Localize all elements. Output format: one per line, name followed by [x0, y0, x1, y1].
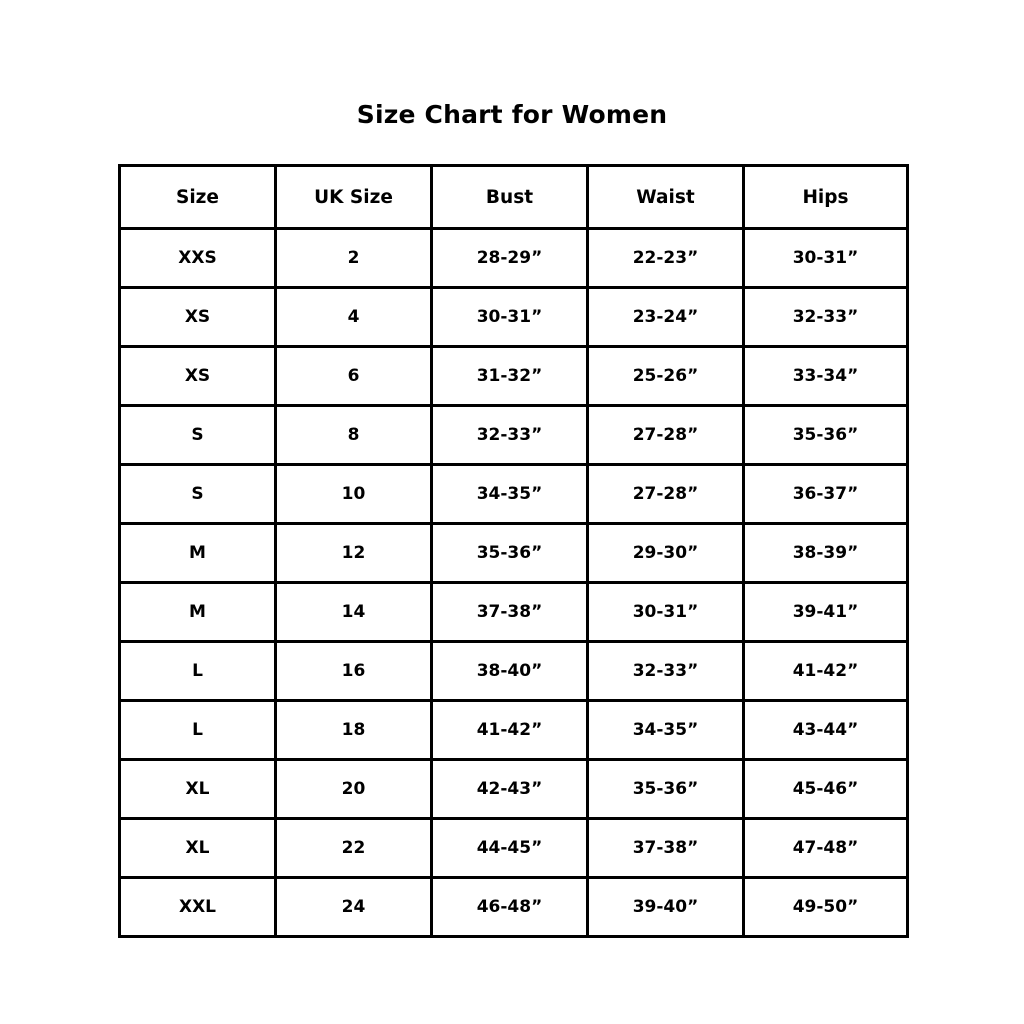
- table-header: [120, 166, 908, 229]
- column-header-uk-size: UK Size: [276, 166, 432, 229]
- column-header-size: Size: [120, 166, 276, 229]
- cell-hips: 35-36”: [744, 406, 908, 465]
- cell-hips: 47-48”: [744, 819, 908, 878]
- cell-uk-size: 10: [276, 465, 432, 524]
- cell-waist: 22-23”: [588, 229, 744, 288]
- table-row: [120, 642, 908, 701]
- table-body: [120, 229, 908, 937]
- cell-size: XXS: [120, 229, 276, 288]
- cell-bust: 32-33”: [432, 406, 588, 465]
- cell-bust: 37-38”: [432, 583, 588, 642]
- cell-bust: 44-45”: [432, 819, 588, 878]
- cell-waist: 27-28”: [588, 465, 744, 524]
- size-chart-table: [118, 164, 909, 938]
- page-title: Size Chart for Women: [356, 100, 668, 129]
- cell-bust: 41-42”: [432, 701, 588, 760]
- table-row: [120, 288, 908, 347]
- cell-size: S: [120, 406, 276, 465]
- cell-hips: 39-41”: [744, 583, 908, 642]
- table-row: [120, 406, 908, 465]
- table-row: [120, 229, 908, 288]
- table-row: [120, 878, 908, 937]
- table-row: [120, 819, 908, 878]
- cell-bust: 46-48”: [432, 878, 588, 937]
- cell-waist: 27-28”: [588, 406, 744, 465]
- cell-uk-size: 18: [276, 701, 432, 760]
- column-header-bust: Bust: [432, 166, 588, 229]
- cell-bust: 31-32”: [432, 347, 588, 406]
- cell-waist: 23-24”: [588, 288, 744, 347]
- cell-waist: 39-40”: [588, 878, 744, 937]
- cell-bust: 38-40”: [432, 642, 588, 701]
- cell-hips: 41-42”: [744, 642, 908, 701]
- cell-hips: 38-39”: [744, 524, 908, 583]
- table-row: [120, 347, 908, 406]
- cell-hips: 49-50”: [744, 878, 908, 937]
- table-row: [120, 760, 908, 819]
- cell-size: XL: [120, 760, 276, 819]
- cell-waist: 34-35”: [588, 701, 744, 760]
- table-row: [120, 583, 908, 642]
- cell-hips: 36-37”: [744, 465, 908, 524]
- cell-hips: 43-44”: [744, 701, 908, 760]
- cell-uk-size: 14: [276, 583, 432, 642]
- cell-uk-size: 4: [276, 288, 432, 347]
- cell-hips: 33-34”: [744, 347, 908, 406]
- cell-size: XXL: [120, 878, 276, 937]
- cell-size: XL: [120, 819, 276, 878]
- cell-size: XS: [120, 288, 276, 347]
- cell-uk-size: 22: [276, 819, 432, 878]
- cell-hips: 32-33”: [744, 288, 908, 347]
- cell-hips: 30-31”: [744, 229, 908, 288]
- table-row: [120, 465, 908, 524]
- cell-bust: 42-43”: [432, 760, 588, 819]
- table-header-row: [120, 166, 908, 229]
- cell-size: S: [120, 465, 276, 524]
- cell-uk-size: 6: [276, 347, 432, 406]
- cell-size: XS: [120, 347, 276, 406]
- cell-bust: 28-29”: [432, 229, 588, 288]
- cell-uk-size: 2: [276, 229, 432, 288]
- column-header-hips: Hips: [744, 166, 908, 229]
- cell-uk-size: 20: [276, 760, 432, 819]
- cell-waist: 29-30”: [588, 524, 744, 583]
- cell-size: L: [120, 642, 276, 701]
- cell-waist: 30-31”: [588, 583, 744, 642]
- cell-size: L: [120, 701, 276, 760]
- cell-bust: 35-36”: [432, 524, 588, 583]
- cell-uk-size: 12: [276, 524, 432, 583]
- table-row: [120, 524, 908, 583]
- cell-hips: 45-46”: [744, 760, 908, 819]
- cell-size: M: [120, 524, 276, 583]
- cell-uk-size: 16: [276, 642, 432, 701]
- size-chart-table-wrapper: [118, 164, 906, 938]
- column-header-waist: Waist: [588, 166, 744, 229]
- table-row: [120, 701, 908, 760]
- cell-waist: 37-38”: [588, 819, 744, 878]
- cell-waist: 25-26”: [588, 347, 744, 406]
- cell-waist: 32-33”: [588, 642, 744, 701]
- cell-size: M: [120, 583, 276, 642]
- cell-bust: 30-31”: [432, 288, 588, 347]
- cell-waist: 35-36”: [588, 760, 744, 819]
- cell-bust: 34-35”: [432, 465, 588, 524]
- cell-uk-size: 8: [276, 406, 432, 465]
- cell-uk-size: 24: [276, 878, 432, 937]
